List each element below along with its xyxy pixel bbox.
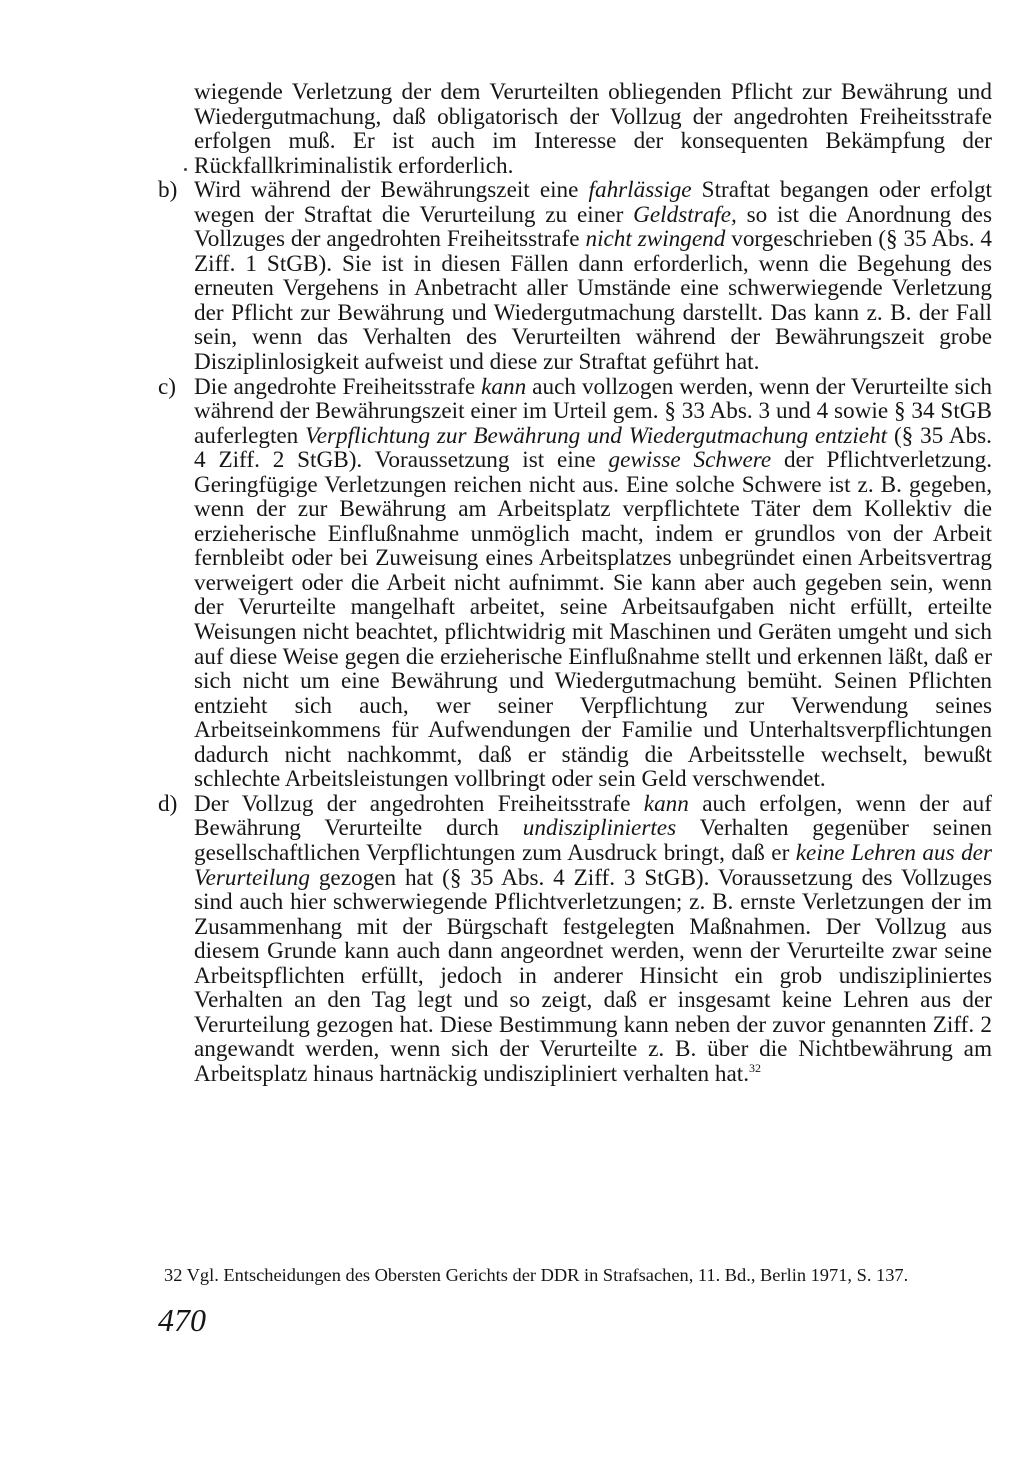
item-b-emphasis-3: nicht zwingend [585,226,726,253]
item-d-emphasis-1: kann [643,790,689,817]
item-c-emphasis-2: Verpflichtung zur Bewährung und Wiedergutmachung entzieht [305,422,888,449]
list-marker-c: c) [158,373,177,400]
list-item-d [158,790,992,1087]
item-b-text-3: so ist die Anordnung des Vollzuges der angedrohten Freiheitsstrafe [194,201,992,253]
intro-text: wiegende Verletzung der dem Verurteilten obliegenden Pflicht zur Bewährung und Wiedergutmachung, daß obligatorisch der Vollzug der angedrohten Freiheitsstrafe erfolgen muß. Er ist auch im Interesse der konsequenten Bekämpfung der Rückfallkriminalistik erforderlich. [194,79,992,179]
list-item-c [158,373,992,793]
scan-artifact-dot [184,168,187,171]
item-d-text-3: Verhalten gegenüber seinen gesellschaftlichen Verpflichtungen zum Ausdruck bringt, daß er [194,815,992,866]
item-c-emphasis-1: kann [481,373,527,400]
intro-paragraph [194,80,992,178]
item-b-text-2: Straftat begangen oder erfolgt wegen der Straftat die Verurteilung zu einer [194,177,993,228]
item-d-emphasis-2: undiszipliniertes [522,815,677,842]
item-d-emphasis-3: keine Lehren aus der Verurteilung [194,839,992,891]
footnote-reference: 32 [749,1060,762,1075]
item-b-text-4: vorgeschrieben (§ 35 Abs. 4 Ziff. 1 StGB). Sie ist in diesen Fällen dann erforderlich, wenn die Begehung des erneuten Vergehens in Anbetracht aller Umstände eine schwerwiegende Verletzung der Pflicht zur Bewährung und Wiedergutmachung darstellt. Das kann z. B. der Fall sein, wenn das Verhalten des Verurteilten während der Bewährungszeit grobe Disziplinlosigkeit aufweist und diese zur Straftat geführt hat. [194,226,993,376]
item-c-emphasis-3: gewisse Schwere [608,447,772,474]
item-c-text-1: Die angedrohte Freiheitsstrafe [194,373,482,400]
main-text [158,79,993,1087]
item-c-text-2: auch vollzogen werden, wenn der Verurteilte sich während der Bewährungszeit einer im Urteil gem. § 33 Abs. 3 und 4 sowie § 34 StGB auferlegten [194,373,992,449]
list-marker-d: d) [158,790,178,817]
item-b-emphasis-2: Geldstrafe, [633,201,737,228]
footnote: 32 Vgl. Entscheidungen des Obersten Gerichts der DDR in Strafsachen, 11. Bd., Berlin 1971, S. 137. [164,1265,909,1285]
item-b-text-1: Wird während der Bewährungszeit eine [194,177,589,204]
item-c-text-4: der Pflichtverletzung. Geringfügige Verletzungen reichen nicht aus. Eine solche Schwere ist z. B. gegeben, wenn der zur Bewährung am Arbeitsplatz verpflichtete Täter dem Kollektiv die erzieherische Einflußnahme unmöglich macht, indem er grundlos von der Arbeit fernbleibt oder bei Zuweisung eines Arbeitsplatzes unbegründet einen Arbeitsvertrag verweigert oder die Arbeit nicht aufnimmt. Sie kann aber auch gegeben sein, wenn der Verurteilte mangelhaft arbeitet, seine Arbeitsaufgaben nicht erfüllt, erteilte Weisungen nicht beachtet, pflichtwidrig mit Maschinen und Geräten umgeht und sich auf diese Weise gegen die erzieherische Einflußnahme stellt und erkennen läßt, daß er sich nicht um eine Bewährung und Wiedergutmachung bemüht. Seinen Pflichten entzieht sich auch, wer seiner Verpflichtung zur Verwendung seines Arbeitseinkommens für Aufwendungen der Familie und Unterhaltsverpflichtungen dadurch nicht nachkommt, daß er ständig die Arbeitsstelle wechselt, bewußt schlechte Arbeitsleistungen vollbringt oder sein Geld verschwendet. [194,447,992,793]
item-b-emphasis-1: fahrlässige [588,177,692,204]
item-c-text-3: (§ 35 Abs. 4 Ziff. 2 StGB). Voraussetzung ist eine [194,422,992,474]
list-marker-b: b) [158,177,178,204]
page-number: 470 [158,1302,206,1338]
list-item-b [158,177,993,376]
item-d-text-1: Der Vollzug der angedrohten Freiheitsstrafe [194,790,644,817]
item-d-text-2: auch erfolgen, wenn der auf Bewährung Verurteilte durch [194,790,992,842]
item-d-text-4: gezogen hat (§ 35 Abs. 4 Ziff. 3 StGB). Voraussetzung des Vollzuges sind auch hier schwerwiegende Pflichtverletzungen; z. B. ernste Verletzungen der im Zusammenhang mit der Bürgschaft festgelegten Maßnahmen. Der Vollzug aus diesem Grunde kann auch dann angeordnet werden, wenn der Verurteilte zwar seine Arbeitspflichten erfüllt, jedoch in anderer Hinsicht ein grob undiszipliniertes Verhalten an den Tag legt und so zeigt, daß er insgesamt keine Lehren aus der Verurteilung gezogen hat. Diese Bestimmung kann neben der zuvor genannten Ziff. 2 angewandt werden, wenn sich der Verurteilte z. B. über die Nichtbewährung am Arbeitsplatz hinaus hartnäckig undiszipliniert verhalten hat. [194,864,992,1087]
